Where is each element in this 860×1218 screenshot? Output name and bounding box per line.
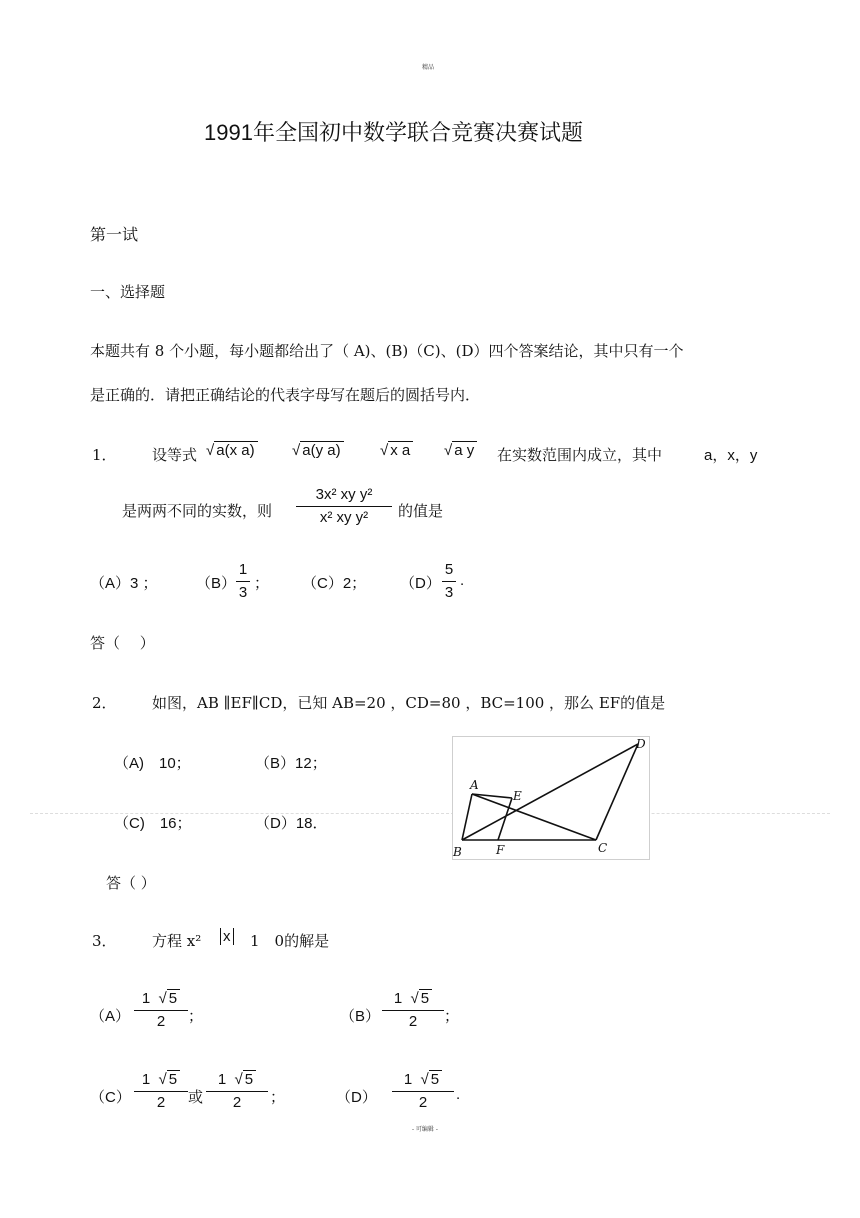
q1-option-b-label: （B） <box>196 575 237 592</box>
label-c: C <box>598 841 608 855</box>
q1-option-c: （C）2； <box>302 575 367 592</box>
q3-option-c-label: （C） <box>90 1089 131 1106</box>
intro-line-1: 本题共有 8 个小题，每小题都给出了（ A)、(B)（C)、(D）四个答案结论，其中只有一个 <box>90 342 684 360</box>
q1-tail: 在实数范围内成立，其中 <box>497 446 663 464</box>
q3-option-c-or: 或 <box>188 1088 204 1106</box>
q1-option-a: （A）3 ； <box>90 575 158 592</box>
page-divider <box>30 813 830 814</box>
intro-line-2: 是正确的．请把正确结论的代表字母写在题后的圆括号内． <box>90 386 481 404</box>
q3-option-c-frac-2: 1 √ 5 2 <box>206 1071 268 1112</box>
q3-option-b-frac: 1 √ 5 2 <box>382 990 444 1031</box>
q1-lead: 设等式 <box>152 446 198 464</box>
label-b: B <box>453 845 462 859</box>
page-footer: - 可编辑 - <box>412 1126 438 1133</box>
q2-answer: 答（ ） <box>106 874 156 892</box>
q1-line2-tail: 的值是 <box>398 502 444 520</box>
label-d: D <box>636 737 646 751</box>
page-header: 精品 <box>422 64 435 71</box>
q1-option-b-frac: 1 3 <box>236 561 250 602</box>
q3-lead: 方程 x² <box>152 932 202 950</box>
q1-line2: 是两两不同的实数，则 <box>122 502 273 520</box>
q3-option-a-label: （A） <box>90 1008 131 1025</box>
q2-option-b: （B）12； <box>255 755 327 772</box>
q3-number: 3． <box>92 932 117 950</box>
q1-radical-2: √ a(y a) <box>292 442 344 459</box>
q1-answer: 答（ ） <box>90 634 155 652</box>
q2-number: 2． <box>92 694 117 712</box>
q3-option-b-tail: ； <box>444 1008 460 1025</box>
section-heading: 一、选择题 <box>90 283 166 301</box>
q3-option-c-tail: ； <box>270 1089 286 1106</box>
q1-radical-4: √ a y <box>444 442 477 459</box>
q1-radical-1: √ a(x a) <box>206 442 258 459</box>
q3-option-d-label: （D） <box>336 1089 377 1106</box>
q2-option-d: （D）18． <box>255 812 328 833</box>
part-heading: 第一试 <box>90 225 139 244</box>
q3-option-b-label: （B） <box>340 1008 381 1025</box>
q3-option-c-frac-1: 1 √ 5 2 <box>134 1071 188 1112</box>
label-a: A <box>470 778 479 792</box>
q3-option-d-tail: . <box>456 1086 461 1103</box>
q1-number: 1． <box>92 446 117 464</box>
q1-option-b-tail: ； <box>254 575 270 592</box>
q3-abs-x: x <box>220 928 234 945</box>
q3-option-a-tail: ； <box>188 1008 204 1025</box>
q3-option-d-frac: 1 √ 5 2 <box>392 1071 454 1112</box>
q1-option-d-frac: 5 3 <box>442 561 456 602</box>
q3-option-a-frac: 1 √ 5 2 <box>134 990 188 1031</box>
q1-expression: 3x² xy y² x² xy y² <box>296 486 392 527</box>
q1-option-d-label: （D） <box>400 575 441 592</box>
q2-option-c: （C) 16； <box>114 812 192 833</box>
q3-tail: 1 0的解是 <box>250 932 330 950</box>
q1-radical-3: √ x a <box>380 442 413 459</box>
label-f: F <box>496 843 505 857</box>
page-title: 1991年全国初中数学联合竞赛决赛试题 <box>204 120 583 145</box>
q1-vars: a，x，y <box>704 447 758 464</box>
q2-text: 如图，AB ∥EF∥CD，已知 AB=20 ，CD=80 ，BC=100 ，那么 EF的值是 <box>152 694 666 712</box>
geometry-figure <box>452 736 650 860</box>
q2-option-a: （A) 10； <box>114 755 191 772</box>
q1-option-d-tail: . <box>460 572 465 589</box>
label-e: E <box>513 789 522 803</box>
